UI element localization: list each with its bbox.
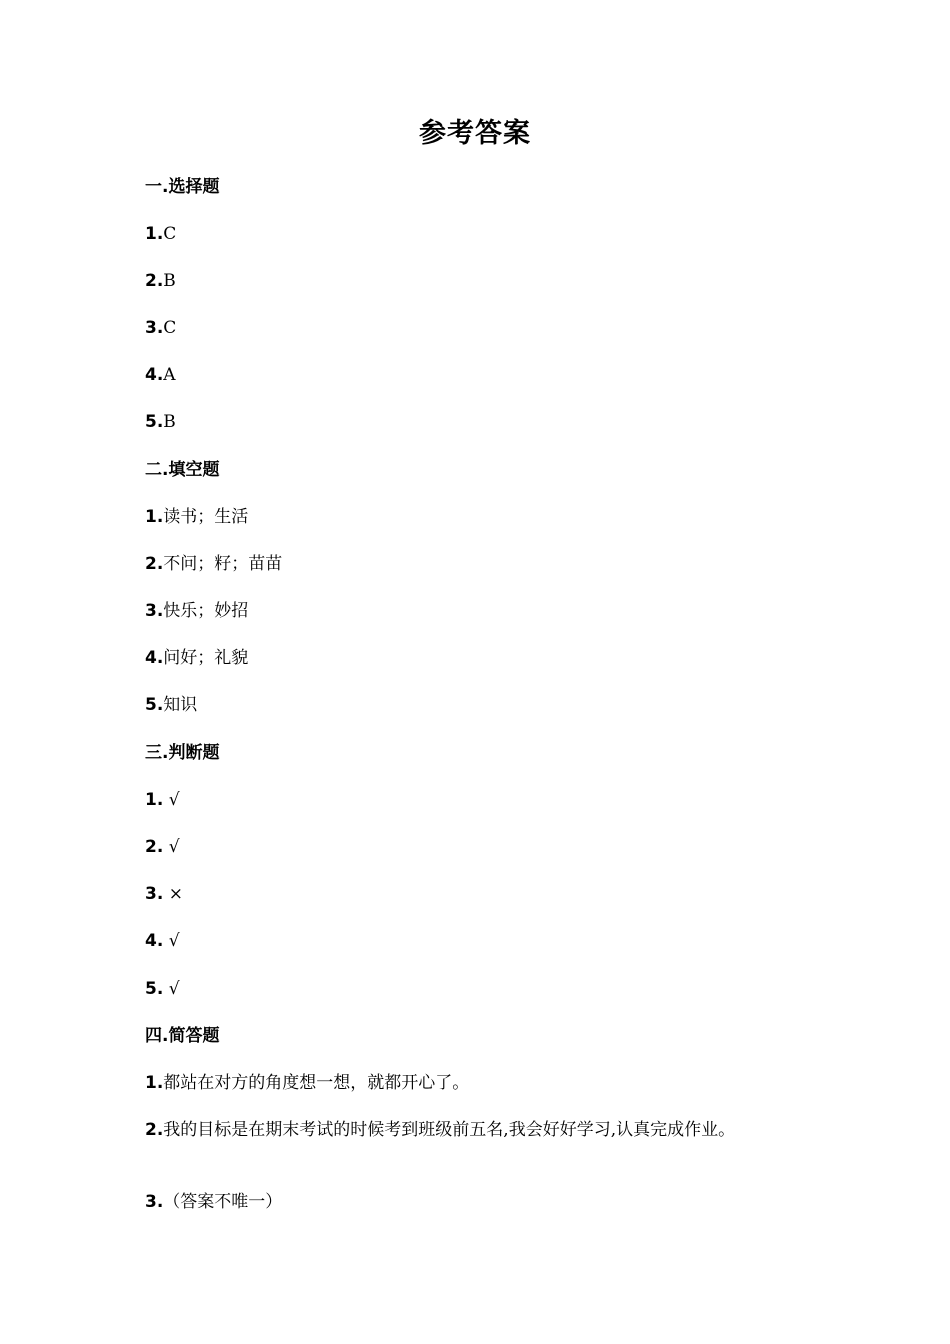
item-number: 2. [145, 554, 164, 574]
item-answer: 都站在对方的角度想一想，就都开心了。 [163, 1073, 470, 1093]
item-number: 1. [145, 1073, 164, 1093]
answer-item [145, 316, 176, 340]
item-number: 2. [145, 837, 164, 857]
answer-item [145, 222, 176, 246]
item-number: 5. [145, 979, 164, 999]
item-number: 3. [145, 1192, 164, 1212]
item-answer: 知识 [163, 695, 198, 715]
item-answer: 快乐；妙招 [163, 601, 249, 621]
answer-item [145, 788, 180, 812]
item-number: 5. [145, 695, 164, 715]
answer-item [145, 269, 176, 293]
answer-item [145, 693, 197, 717]
answer-item [145, 599, 248, 623]
item-answer: 读书；生活 [163, 507, 249, 527]
answer-item [145, 929, 180, 953]
item-answer: A [163, 365, 176, 385]
section-heading-choice: 一.选择题 [145, 177, 220, 197]
item-number: 4. [145, 648, 164, 668]
item-answer: 我的目标是在期末考试的时候考到班级前五名,我会好好学习,认真完成作业。 [163, 1120, 736, 1140]
answer-item [145, 646, 248, 670]
answer-item [145, 1118, 785, 1143]
item-answer: √ [168, 979, 180, 999]
item-answer: 问好；礼貌 [163, 648, 249, 668]
answer-item [145, 835, 180, 859]
item-number: 4. [145, 365, 164, 385]
item-number: 3. [145, 601, 164, 621]
item-number: 1. [145, 507, 164, 527]
page-title: 参考答案 [419, 118, 531, 149]
section-heading-true-false: 三.判断题 [145, 743, 220, 763]
answer-item [145, 882, 183, 906]
item-number: 4. [145, 931, 164, 951]
item-answer: B [163, 412, 176, 432]
answer-item [145, 1071, 469, 1095]
answer-item [145, 552, 282, 576]
item-answer: × [168, 884, 183, 904]
answer-item [145, 410, 176, 434]
answer-item [145, 1190, 282, 1214]
section-heading-fill-blank: 二.填空题 [145, 460, 220, 480]
item-number: 5. [145, 412, 164, 432]
item-answer: √ [168, 931, 180, 951]
item-number: 2. [145, 271, 164, 291]
item-answer: √ [168, 790, 180, 810]
item-answer: C [163, 224, 177, 244]
item-answer: 不问；籽；苗苗 [163, 554, 283, 574]
item-answer: √ [168, 837, 180, 857]
answer-item [145, 363, 176, 387]
item-answer: B [163, 271, 176, 291]
answer-item [145, 977, 180, 1001]
section-heading-short-answer: 四.简答题 [145, 1026, 220, 1046]
item-number: 2. [145, 1120, 164, 1140]
item-number: 3. [145, 884, 164, 904]
item-number: 1. [145, 224, 164, 244]
item-answer: C [163, 318, 177, 338]
item-number: 1. [145, 790, 164, 810]
item-answer: （答案不唯一） [163, 1192, 283, 1212]
answer-item [145, 505, 248, 529]
item-number: 3. [145, 318, 164, 338]
